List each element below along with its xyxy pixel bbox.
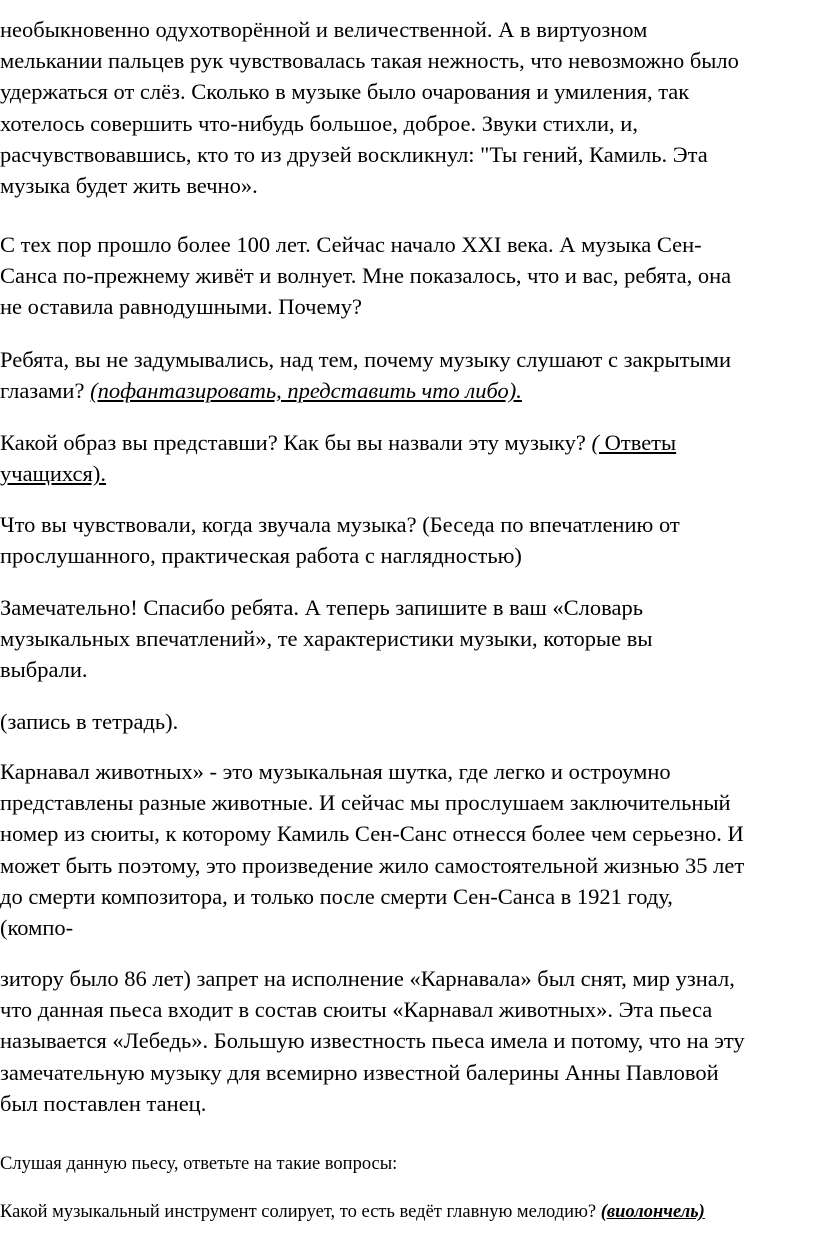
text-line: Санса по-прежнему живёт и волнует. Мне показалось, что и вас, ребята, она [0,263,732,289]
text-segment: Какой образ вы представши? Как бы вы назвали эту музыку? [0,430,592,455]
hint-emphasis: ( [591,430,599,455]
text-line: Ребята, вы не задумывались, над тем, почему музыку слушают с закрытыми [0,347,731,372]
text-line: до смерти композитора, и только после смерти Сен-Санса в 1921 году, [0,883,673,909]
text-segment: глазами? [0,378,91,404]
text-line: музыкальных впечатлений», те характеристики музыки, которые вы [0,626,653,652]
text-line: удержаться от слёз. Сколько в музыке было очарования и умиления, так [0,79,690,105]
text-line: (запись в тетрадь). [0,709,179,734]
text-line: может быть поэтому, это произведение жило самостоятельной жизнью 35 лет [0,852,745,878]
hint-underlined: Ответы [599,430,677,455]
text-line: Слушая данную пьесу, ответьте на такие вопросы: [0,1154,398,1174]
text-line [0,427,816,458]
text-line: что данная пьеса входит в состав сюиты «Карнавал животных». Эта пьеса [0,997,713,1023]
text-line: мелькании пальцев рук чувствовалась такая нежность, что невозможно было [0,48,739,74]
text-line: замечательную музыку для всемирно известной балерины Анны Павловой [0,1059,719,1085]
text-line: Что вы чувствовали, когда звучала музыка? (Беседа по впечатлению от [0,512,680,537]
text-line [0,458,816,489]
paragraph-notebook [0,706,816,737]
text-line: был поставлен танец. [0,1090,207,1116]
text-line: музыка будет жить вечно». [0,173,258,199]
hint-emphasis: (пофантазировать, представить что либо). [90,378,522,404]
text-line: Замечательно! Спасибо ребята. А теперь запишите в ваш «Словарь [0,595,643,620]
text-line: зитору было 86 лет) запрет на исполнение «Карнавала» был снят, мир узнал, [0,966,735,991]
text-line: не оставила равнодушными. Почему? [0,294,362,320]
text-line: прослушанного, практическая работа с наглядностью) [0,543,522,569]
text-line: номер из сюиты, к которому Камиль Сен-Санс отнесся более чем серьезно. И [0,821,744,847]
paragraph-feelings-question [0,509,816,571]
text-line: (компо- [0,915,74,941]
paragraph-swan [0,963,816,1119]
paragraph-carnival [0,756,816,943]
paragraph-100-years [0,229,816,323]
text-line: Карнавал животных» - это музыкальная шутка, где легко и остроумно [0,759,671,784]
text-line: представлены разные животные. И сейчас мы прослушаем заключительный [0,790,731,816]
paragraph-image-question [0,427,816,489]
text-line: необыкновенно одухотворённой и величественной. А в виртуозном [0,17,648,42]
text-line: расчувствовавшись, кто то из друзей воскликнул: "Ты гений, Камиль. Эта [0,141,708,167]
paragraph-listen-instruction [0,1151,816,1177]
text-line [0,375,816,406]
hint-underlined: учащихся). [0,461,106,487]
answer-emphasis: (виолончель) [600,1202,705,1222]
text-line: выбрали. [0,657,88,683]
text-line [0,1199,816,1225]
paragraph-dictionary [0,592,816,686]
paragraph-instrument-question [0,1199,816,1225]
text-segment: Какой музыкальный инструмент солирует, то есть ведёт главную мелодию? [0,1202,601,1222]
paragraph-closed-eyes-question [0,344,816,406]
text-line: хотелось совершить что-нибудь большое, доброе. Звуки стихли, и, [0,110,638,136]
text-line: С тех пор прошло более 100 лет. Сейчас начало XXI века. А музыка Сен- [0,232,702,257]
paragraph-story-end [0,14,816,201]
text-line: называется «Лебедь». Большую известность пьеса имела и потому, что на эту [0,1028,745,1054]
